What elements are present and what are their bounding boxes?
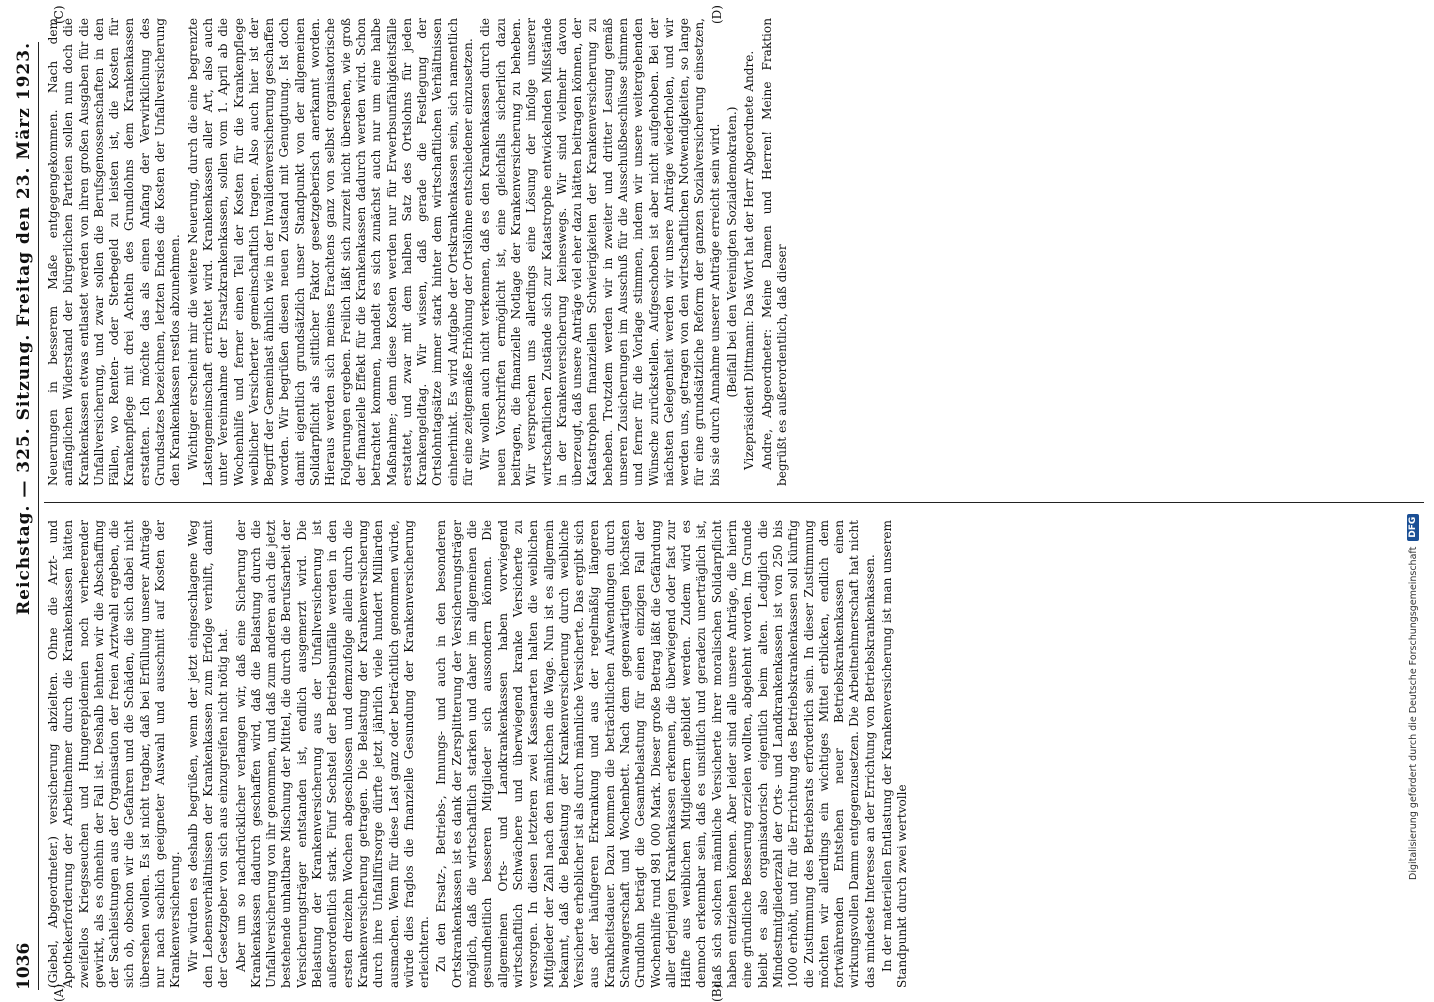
margin-mark-b: (B) [710,983,724,1002]
margin-mark-d: (D) [710,5,724,24]
speaker-note: Vizepräsident Dittmann: Das Wort hat der Herr Abgeordnete Andre. [742,50,757,470]
column-divider [44,502,1424,503]
text-column-right [46,18,1418,486]
speech-start: Andre, Abgeordneter: Meine Damen und Herren! Meine Fraktion begrüßt es außerordentlich, daß dieser [759,18,789,486]
margin-mark-c: (C) [52,5,66,24]
page-number: 1036 [14,942,34,990]
paragraph: Wir wollen auch nicht verkennen, daß es den Krankenkassen durch die neuen Vorschriften ermöglicht ist, eine gleichfalls sicherlich dazu beitragen, die finanzielle Notlage der Krankenversicherung zu beheben. Wir versprechen uns allerdings eine Lösung der infolge unserer wirtschaftlichen Zustände sich zur Katastrophe entwickelnden Mißstände in der Krankenversicherung keineswegs. Wir sind vielmehr davon überzeugt, daß unsere Anträge viel eher dazu hätten beitragen können, der Katastrophen finanziellen Schwierigkeiten der Krankenversicherung zu beheben. Trotzdem werden wir in zweiter und dritter Lesung gemäß unseren Zusicherungen im Ausschuß für die Ausschußbeschlüsse stimmen und ferner für die Vorlage stimmen, indem wir unsere weitergehenden Wünsche zurückstellen. Aufgeschoben ist aber nicht aufgehoben. Bei der nächsten Gelegenheit werden wir unsere Anträge wiederholen, und wir werden uns, getragen von den wirtschaftlichen Notwendigkeiten, so lange für eine grundsätzliche Reform der ganzen Sozialversicherung einsetzen, bis sie durch Annahme unserer Anträge erreicht sein wird. [478,18,722,486]
running-title: Reichstag. — 325. Sitzung. Freitag den 23. März 1923. [14,42,34,615]
dfg-logo: DFG [1407,514,1419,541]
paragraph: Aber um so nachdrücklicher verlangen wir, daß eine Sicherung der Krankenkassen dadurch geschaffen wird, daß die Belastung durch die Unfallversicherung von ihr genommen, und daß zum anderen auch die jetzt bestehende unhaltbare Mischung der Mittel, die durch die Berufsarbeit der Versicherungsträger entstanden ist, endlich ausgemerzt wird. Die Belastung der Krankenversicherung aus der Unfallversicherung ist außerordentlich stark. Fünf Sechstel der Betriebsunfälle werden in den ersten dreizehn Wochen abgeschlossen und demzufolge allein durch die Krankenversicherung getragen. Die Belastung der Krankenversicherung durch ihre Unfallfürsorge dürfte jetzt jährlich viele hundert Milliarden ausmachen. Wenn für diese Last ganz oder beträchtlich genommen würde, würde dies fraglos die finanzielle Gesundung der Krankenversicherung erleichtern. [233,520,432,988]
paragraph: (Giebel, Abgeordneter.) versicherung abzielten. Ohne die Arzt- und Apothekerforderung der Arbeitnehmer durch die Krankenkassen hätten zweifellos Kriegsseuchen und Hungerepidemien noch verheerender gewirkt, als es ohnehin der Fall ist. Deshalb lehnten wir die Abschaffung der Sachleistungen aus der Organisation der freien Arztwahl ergeben, die sich ob, obschon wir die Gefahren und die Schäden, die sich dabei nicht übersehen wollen. Es ist nicht tragbar, daß bei Erfüllung unserer Anträge nur nach sachlich geeigneter Auswahl und ausschnitt auf Kosten der Krankenversicherung. [46,520,183,988]
paragraph: Neuerungen in besserem Maße entgegengekommen. Nach dem anfänglichen Widerstand der bürgerlichen Parteien sollen nun doch die Krankenkassen etwas entlastet werden von ihren großen Ausgaben für die Unfallversicherung, und zwar sollen die Berufsgenossenschaften in den Fällen, wo Renten- oder Sterbegeld zu leisten ist, die Kosten für Krankenpflege mit drei Achteln des Grundlohns dem Krankenkassen erstatten. Ich möchte das als einen Anfang der Verwirklichung des Grundsatzes bezeichnen, letzten Endes die Kosten der Unfallversicherung den Krankenkassen restlos abzunehmen. [46,18,183,486]
digitization-note: Digitalisierung gefördert durch die Deutsche Forschungsgemeinschaft [1407,546,1419,880]
paragraph: Zu den Ersatz-, Betriebs-, Innungs- und auch in den besonderen Ortskrankenkassen ist es dank der Zersplitterung der Versicherungsträger möglich, daß die wirtschaftlich starken und daher im allgemeinen die gesundheitlich besseren Mitglieder sich aussondern können. Die allgemeinen Orts- und Landkrankenkassen haben vorwiegend wirtschaftlich Schwächere und überwiegend kranke Versicherte zu versorgen. In diesen letzteren zwei Kassenarten halten die weiblichen Mitglieder der Zahl nach den männlichen die Wage. Nun ist es allgemein bekannt, daß die Belastung der Krankenversicherung durch weibliche Versicherte erheblicher ist als durch männliche Versicherte. Das ergibt sich aus der häufigeren Erkrankung und aus der regelmäßig längeren Krankheitsdauer. Dazu kommen die beträchtlichen Aufwendungen durch Schwangerschaft und Wochenbett. Nach dem gegenwärtigen höchsten Grundlohn beträgt die Gesamtbelastung für einen einzigen Fall der Wochenhilfe rund 981 000 Mark. Dieser große Betrag läßt die Gefährdung aller derjenigen Krankenkassen erkennen, die überwiegend oder fast zur Hälfte aus weiblichen Mitgliedern gebildet werden. Zudem wird es dennoch erkennbar sein, daß es unsittlich und geradezu unerträglich ist, daß sich solchen männliche Versicherte ihrer moralischen Solidarpflicht haben entziehen können. Aber leider sind alle unsere Anträge, die hierin eine gründliche Besserung erzielen wollten, abgelehnt worden. Im Grunde bleibt es also organisatorisch eigentlich beim alten. Lediglich die Mindestmitgliederzahl der Orts- und Landkrankenkassen ist von 250 bis 1000 erhöht, und für die Errichtung des Betriebskrankenkassen soll künftig die Zustimmung des Betriebsrats erforderlich sein. In dieser Zustimmung möchten wir allerdings ein wichtiges Mittel erblicken, endlich dem fortwährenden Entstehen neuer Betriebskrankenkassen einen wirkungsvollen Damm entgegenzusetzen. Die Arbeitnehmerschaft hat nicht das mindeste Interesse an der Errichtung von Betriebskrankenkassen. [434,520,877,988]
text-column-left [46,520,1418,988]
margin-mark-a: (A) [52,983,66,1002]
page-header [10,42,39,990]
paragraph: Wir würden es deshalb begrüßen, wenn der jetzt eingeschlagene Weg den Lebensverhältnissen der Krankenkassen zum Erfolge verhilft, damit der Gesetzgeber von sich aus einzugreifen nicht nötig hat. [185,520,231,988]
paragraph: In der materiellen Entlastung der Krankenversicherung ist man unserem Standpunkt durch zwei wertvolle [880,520,910,988]
applause-note: (Beifall bei den Vereinigten Sozialdemokraten.) [725,106,740,398]
digitization-footer [1404,20,1422,880]
paragraph: Wichtiger erscheint mir die weitere Neuerung, durch die eine begrenzte Lastengemeinschaft errichtet wird. Krankenkassen aller Art, also auch unter Vereinnahme der Ersatzkrankenkassen, sollen vom 1. April ab die Wochenhilfe und ferner einen Teil der Kosten für die Krankenpflege weiblicher Versicherter gemeinschaftlich tragen. Also auch hier ist der Begriff der Gemeinlast ähnlich wie in der Invalidenversicherung geschaffen worden. Wir begrüßen diesen neuen Zustand mit Genugtuung. Ist doch damit eigentlich grundsätzlich unser Standpunkt von der allgemeinen Solidarpflicht als sittlicher Faktor gesetzgeberisch anerkannt worden. Hieraus werden sich meines Erachtens ganz von selbst organisatorische Folgerungen ergeben. Freilich läßt sich zurzeit nicht übersehen, wie groß der finanzielle Effekt für die Krankenkassen dadurch werden wird. Schon betrachtet kommen, handelt es sich zunächst auch nur um eine halbe Maßnahme; denn diese Kosten werden nur für Erwerbsunfähigkeitsfälle erstattet, und zwar mit dem halben Satz des Ortslohns für jeden Krankengeldtag. Wir wissen, daß gerade die Festlegung der Ortslohntagsätze immer stark hinter dem wirtschaftlichen Verhältnissen einherhinkt. Es wird Aufgabe der Ortskrankenkassen sein, sich namentlich für eine zeitgemäße Erhöhung der Ortslöhne entschiedener einzusetzen. [185,18,476,486]
